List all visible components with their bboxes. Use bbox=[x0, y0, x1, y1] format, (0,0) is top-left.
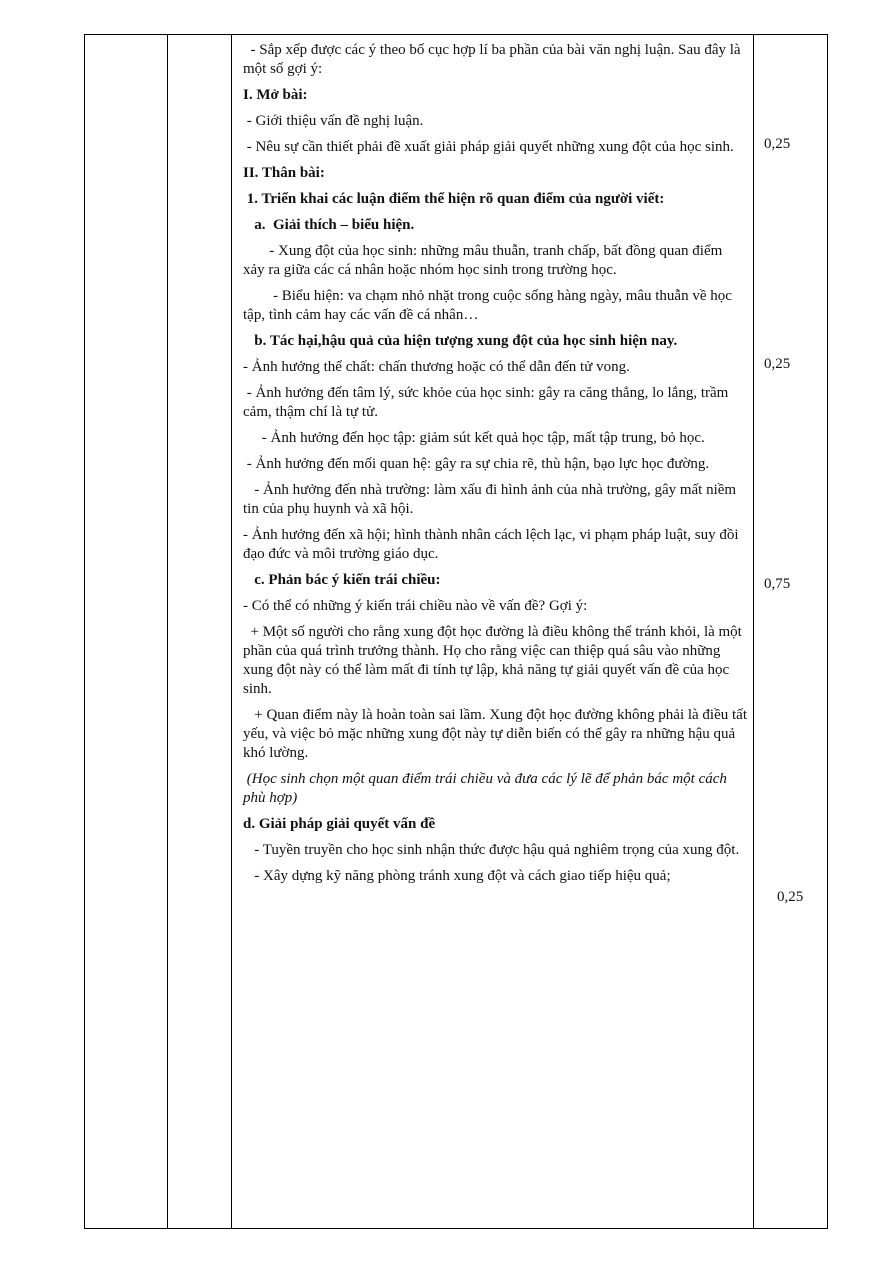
section-heading: c. Phản bác ý kiến trái chiều: bbox=[243, 572, 441, 588]
score-consequences: 0,75 bbox=[764, 576, 791, 592]
answer-line: - Nêu sự cần thiết phải đề xuất giải pháp giải quyết những xung đột của học sinh. bbox=[243, 139, 734, 155]
answer-table bbox=[84, 34, 828, 1229]
section-heading: II. Thân bài: bbox=[243, 165, 325, 181]
answer-line: - Ảnh hưởng đến tâm lý, sức khỏe của học sinh: gây ra căng thẳng, lo lắng, trầm cảm, thậm chí là tự tử. bbox=[243, 385, 733, 420]
answer-line: - Tuyền truyền cho học sinh nhận thức được hậu quả nghiêm trọng của xung đột. bbox=[243, 842, 740, 858]
score-opening: 0,25 bbox=[764, 136, 791, 152]
score-explanation: 0,25 bbox=[764, 356, 791, 372]
answer-line: - Biểu hiện: va chạm nhỏ nhặt trong cuộc sống hàng ngày, mâu thuẫn về học tập, tình cảm hay các vấn đề cá nhân… bbox=[243, 288, 736, 323]
answer-line: - Ảnh hưởng đến học tập: giảm sút kết quả học tập, mất tập trung, bỏ học. bbox=[243, 430, 705, 446]
section-heading: d. Giải pháp giải quyết vấn đề bbox=[243, 816, 436, 832]
answer-line: - Xung đột của học sinh: những mâu thuẫn, tranh chấp, bất đồng quan điểm xảy ra giữa các cá nhân hoặc nhóm học sinh trong trường học. bbox=[243, 243, 727, 278]
answer-line: - Có thể có những ý kiến trái chiều nào về vấn đề? Gợi ý: bbox=[243, 598, 588, 614]
answer-line: - Giới thiệu vấn đề nghị luận. bbox=[243, 113, 424, 129]
column-divider-2 bbox=[231, 35, 232, 1228]
answer-line: - Ảnh hưởng đến xã hội; hình thành nhân cách lệch lạc, vi phạm pháp luật, suy đồi đạo đức và môi trường giáo dục. bbox=[243, 527, 743, 562]
answer-line: - Ảnh hưởng thể chất: chấn thương hoặc có thể dẫn đến tử vong. bbox=[243, 359, 630, 375]
answer-line: - Ảnh hưởng đến mối quan hệ: gây ra sự chia rẽ, thù hận, bạo lực học đường. bbox=[243, 456, 710, 472]
score-counterargument: 0,25 bbox=[777, 889, 804, 905]
answer-content bbox=[235, 35, 753, 893]
column-divider-1 bbox=[167, 35, 168, 1228]
column-divider-3 bbox=[753, 35, 754, 1228]
answer-line: - Ảnh hưởng đến nhà trường: làm xấu đi hình ảnh của nhà trường, gây mất niềm tin của phụ huynh và xã hội. bbox=[243, 482, 740, 517]
section-heading: b. Tác hại,hậu quả của hiện tượng xung đột của học sinh hiện nay. bbox=[243, 333, 678, 349]
answer-line: - Sắp xếp được các ý theo bố cục hợp lí ba phần của bài văn nghị luận. Sau đây là một số gợi ý: bbox=[243, 42, 745, 77]
section-heading: I. Mở bài: bbox=[243, 87, 308, 103]
answer-line: (Học sinh chọn một quan điểm trái chiều và đưa các lý lẽ để phản bác một cách phù hợp) bbox=[243, 771, 731, 806]
answer-line: - Xây dựng kỹ năng phòng tránh xung đột và cách giao tiếp hiệu quả; bbox=[243, 868, 671, 884]
answer-line: + Quan điểm này là hoàn toàn sai lầm. Xung đột học đường không phải là điều tất yếu, và việc bỏ mặc những xung đột này tự diễn biến có thể gây ra những hậu quả khó lường. bbox=[243, 707, 751, 761]
answer-line: + Một số người cho rằng xung đột học đường là điều không thể tránh khỏi, là một phần của quá trình trưởng thành. Họ cho rằng việc can thiệp quá sâu vào những xung đột này có thể làm mất đi tính tự lập, khả năng tự giải quyết vấn đề của học sinh. bbox=[243, 624, 746, 697]
section-heading: 1. Triển khai các luận điểm thể hiện rõ quan điểm của người viết: bbox=[243, 191, 665, 207]
section-heading: a. Giải thích – biểu hiện. bbox=[243, 217, 415, 233]
